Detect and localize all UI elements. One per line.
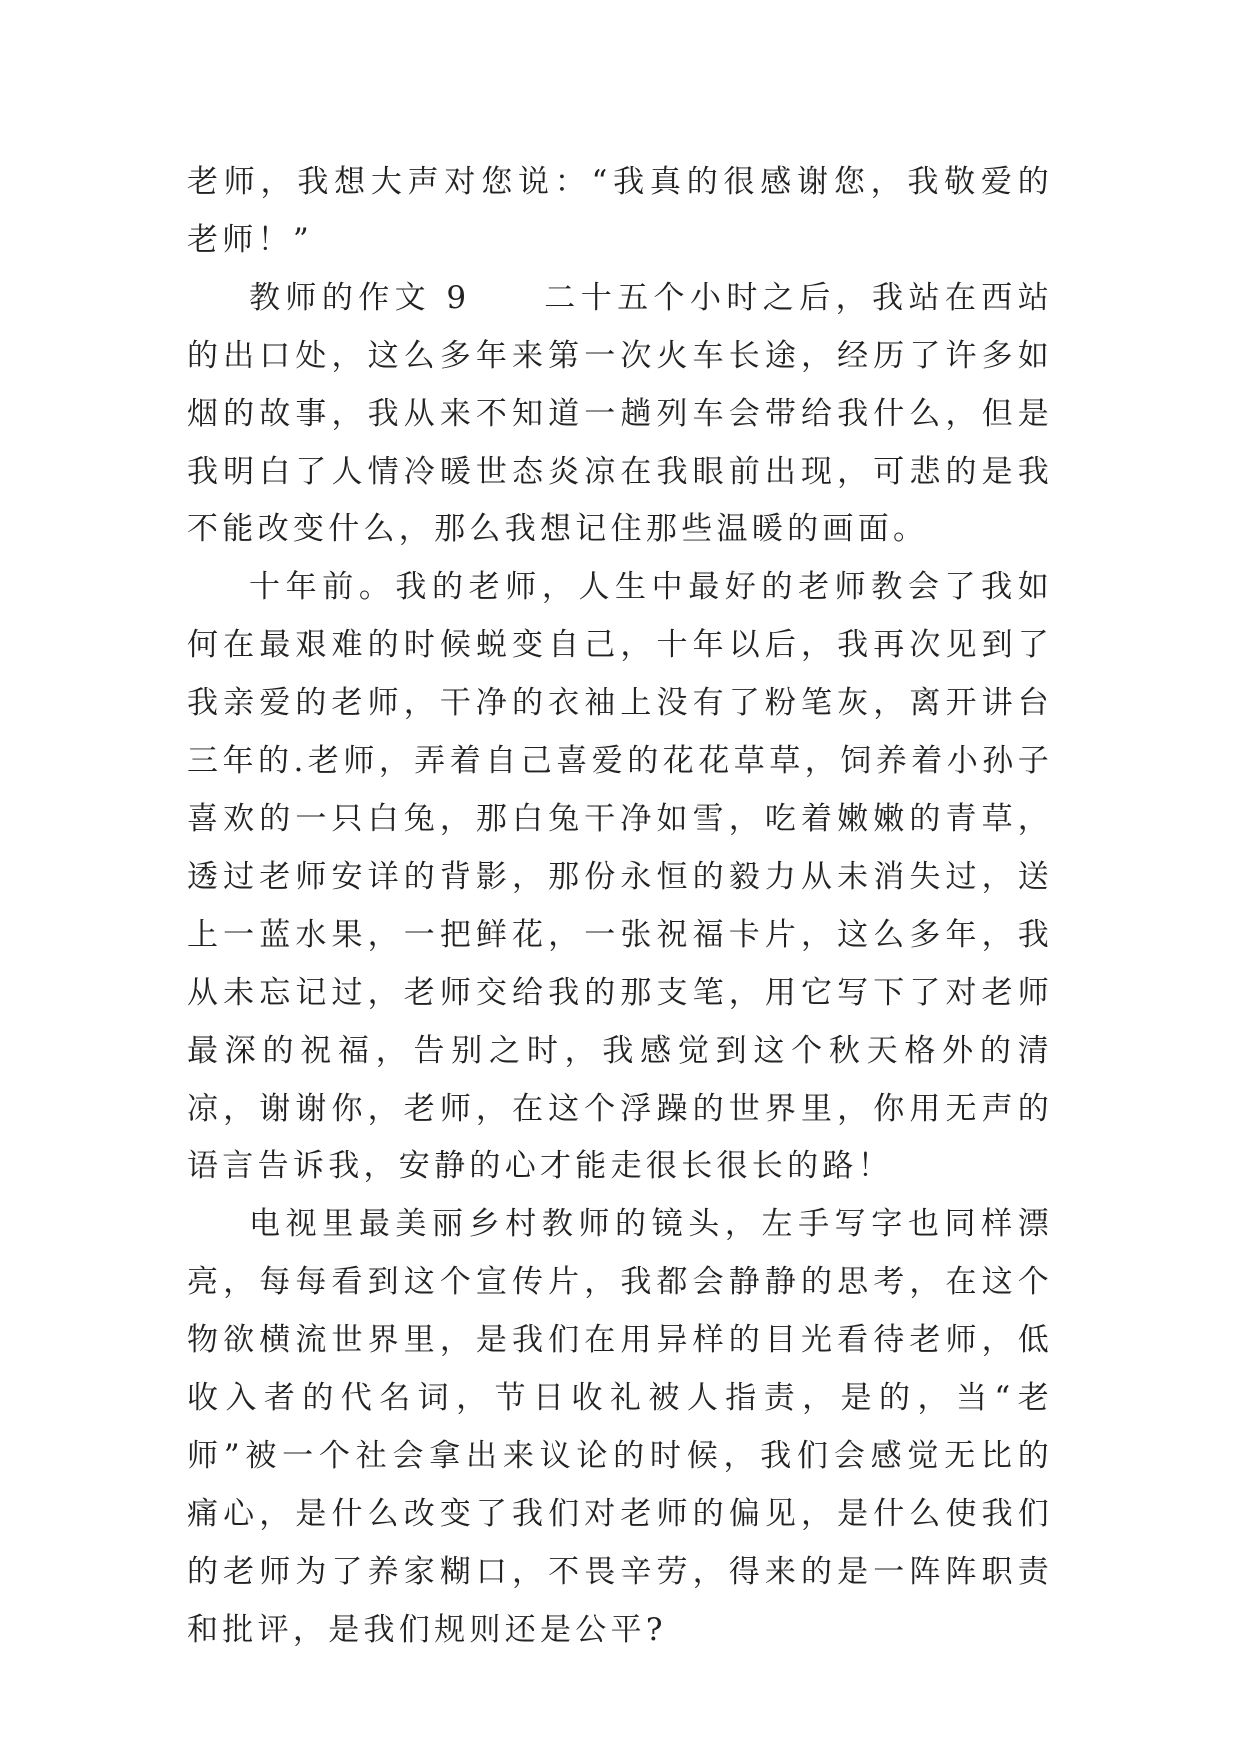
- paragraph-essay-9-intro: 教师的作文 9 二十五个小时之后，我站在西站的出口处，这么多年来第一次火车长途，经历了许多如烟的故事，我从来不知道一趟列车会带给我什么，但是我明白了人情冷暖世态炎凉在我眼前出现，可悲的是我不能改变什么，那么我想记住那些温暖的画面。: [187, 279, 1053, 548]
- paragraph-rural-teacher: 电视里最美丽乡村教师的镜头，左手写字也同样漂亮，每每看到这个宣传片，我都会静静的思考，在这个物欲横流世界里，是我们在用异样的目光看待老师，低收入者的代名词，节日收礼被人指责，是的，当“老师”被一个社会拿出来议论的时候，我们会感觉无比的痛心，是什么改变了我们对老师的偏见，是什么使我们的老师为了养家糊口，不畏辛劳，得来的是一阵阵职责和批评，是我们规则还是公平?: [187, 1206, 1053, 1648]
- paragraph-continuation: 老师，我想大声对您说：“我真的很感谢您，我敬爱的老师！”: [187, 164, 1053, 258]
- paragraph-teacher-memory: 十年前。我的老师，人生中最好的老师教会了我如何在最艰难的时候蜕变自己，十年以后，我再次见到了我亲爱的老师，干净的衣袖上没有了粉笔灰，离开讲台三年的.老师，弄着自己喜爱的花花草草，饲养着小孙子喜欢的一只白兔，那白兔干净如雪，吃着嫩嫩的青草，透过老师安详的背影，那份永恒的毅力从未消失过，送上一蓝水果，一把鲜花，一张祝福卡片，这么多年，我从未忘记过，老师交给我的那支笔，用它写下了对老师最深的祝福，告别之时，我感觉到这个秋天格外的清凉，谢谢你，老师，在这个浮躁的世界里，你用无声的语言告诉我，安静的心才能走很长很长的路！: [187, 569, 1053, 1185]
- essay-body: [187, 154, 1053, 1660]
